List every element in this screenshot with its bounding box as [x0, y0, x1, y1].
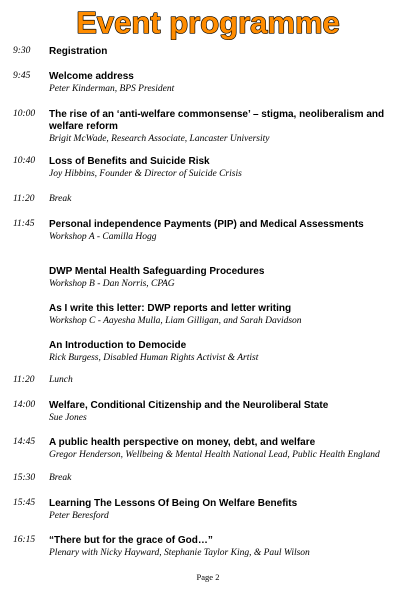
time-label: 10:40	[13, 156, 36, 166]
programme-item	[49, 71, 404, 95]
programme-item	[49, 498, 404, 522]
time-label: 11:20	[13, 375, 35, 385]
break-label: Break	[49, 194, 72, 204]
item-speaker: Brigit McWade, Research Associate, Lancaster University	[49, 134, 270, 144]
programme-item	[49, 266, 404, 290]
item-speaker: Rick Burgess, Disabled Human Rights Activist & Artist	[49, 353, 259, 363]
item-speaker: Workshop C - Aayesha Mulla, Liam Gilligan, and Sarah Davidson	[49, 316, 302, 326]
programme-item	[49, 472, 404, 485]
programme-item	[49, 109, 404, 145]
time-label: 16:15	[13, 535, 36, 545]
item-speaker: Workshop B - Dan Norris, CPAG	[49, 279, 175, 289]
item-heading: As I write this letter: DWP reports and letter writing	[49, 303, 292, 314]
item-heading: The rise of an ‘anti-welfare commonsense’ – stigma, neoliberalism and welfare reform	[49, 109, 385, 132]
item-speaker: Sue Jones	[49, 413, 87, 423]
item-speaker: Workshop A - Camilla Hogg	[49, 232, 157, 242]
time-label: 10:00	[13, 109, 36, 119]
item-heading: Welcome address	[49, 71, 134, 82]
item-heading: A public health perspective on money, debt, and welfare	[49, 437, 316, 448]
time-label: 14:45	[13, 437, 36, 447]
break-label: Break	[49, 473, 72, 483]
item-heading: DWP Mental Health Safeguarding Procedures	[49, 266, 265, 277]
programme-item	[49, 437, 404, 461]
item-heading: Personal independence Payments (PIP) and Medical Assessments	[49, 219, 364, 230]
programme-item	[49, 193, 404, 206]
programme-item	[49, 340, 404, 364]
programme-item	[49, 374, 404, 387]
programme-item	[49, 400, 404, 424]
programme-item	[49, 303, 404, 327]
time-label: 9:45	[13, 71, 31, 81]
programme-item	[49, 219, 404, 243]
item-heading: “There but for the grace of God…”	[49, 535, 213, 546]
time-label: 14:00	[13, 400, 36, 410]
programme-item	[49, 46, 404, 58]
item-speaker: Gregor Henderson, Wellbeing & Mental Health National Lead, Public Health England	[49, 450, 380, 460]
time-label: 11:20	[13, 194, 35, 204]
item-speaker: Joy Hibbins, Founder & Director of Suicide Crisis	[49, 169, 242, 179]
item-speaker: Peter Kinderman, BPS President	[49, 84, 175, 94]
time-label: 15:30	[13, 473, 36, 483]
time-label: 9:30	[13, 46, 31, 56]
page-number: Page 2	[196, 572, 220, 582]
item-heading: Registration	[49, 46, 108, 57]
item-heading: Learning The Lessons Of Being On Welfare Benefits	[49, 498, 298, 509]
item-speaker: Peter Beresford	[49, 511, 109, 521]
programme-item	[49, 156, 404, 180]
time-label: 15:45	[13, 498, 36, 508]
item-heading: An Introduction to Democide	[49, 340, 187, 351]
title-text: Event programme	[76, 5, 340, 40]
time-label: 11:45	[13, 219, 35, 229]
item-speaker: Plenary with Nicky Hayward, Stephanie Taylor King, & Paul Wilson	[49, 548, 310, 558]
programme-item	[49, 535, 404, 559]
lunch-label: Lunch	[49, 375, 73, 385]
item-heading: Loss of Benefits and Suicide Risk	[49, 156, 210, 167]
item-heading: Welfare, Conditional Citizenship and the Neuroliberal State	[49, 400, 329, 411]
